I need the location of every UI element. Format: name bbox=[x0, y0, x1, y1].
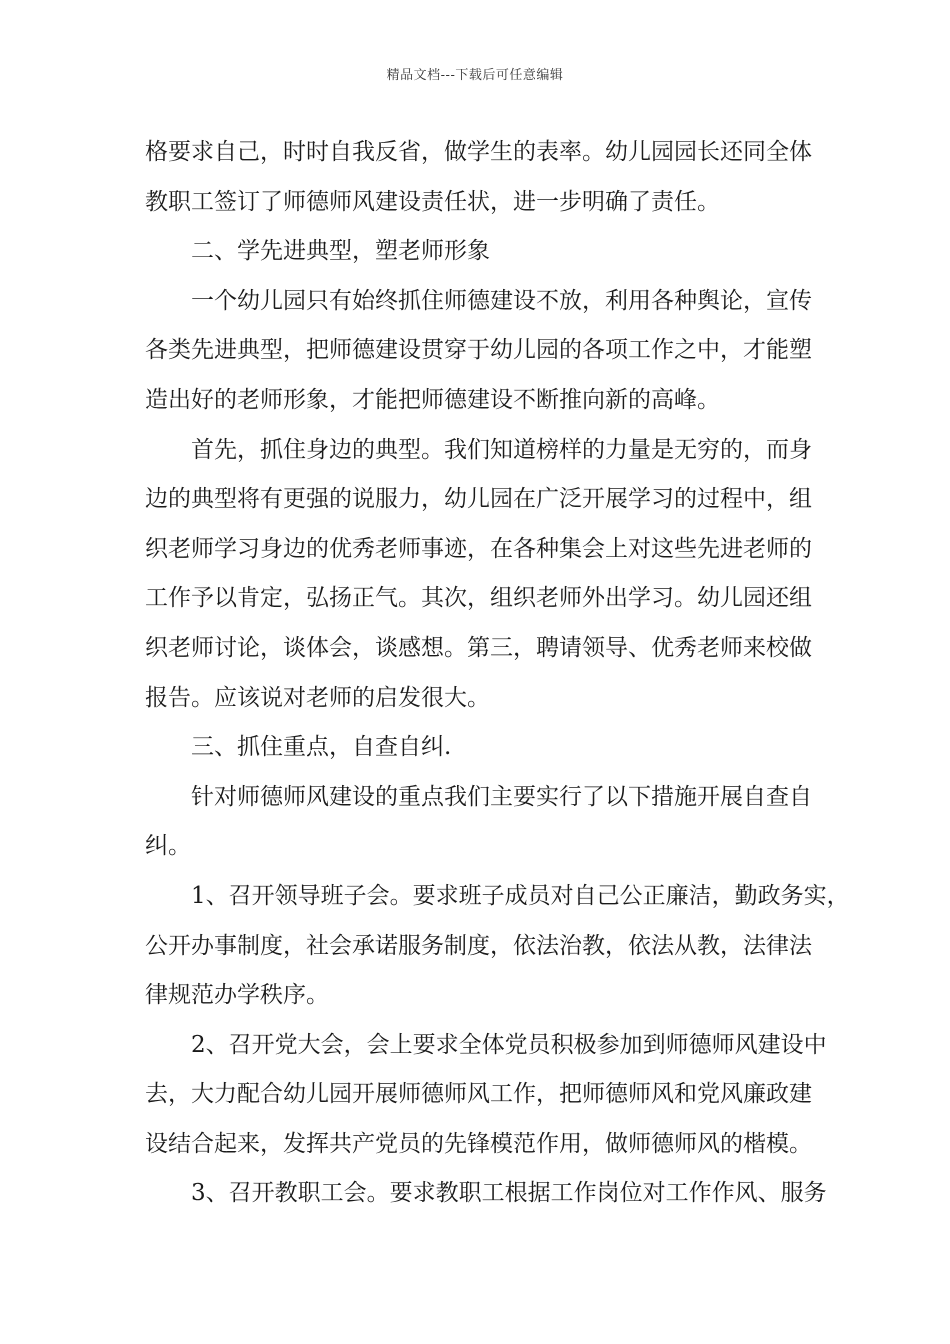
text-line: 教职工签订了师德师风建设责任状，进一步明确了责任。 bbox=[145, 188, 720, 215]
document-body bbox=[145, 128, 850, 1219]
text-line: 报告。应该说对老师的启发很大。 bbox=[145, 684, 490, 711]
text-line: 公开办事制度，社会承诺服务制度，依法治教，依法从教，法律法 bbox=[145, 932, 812, 959]
section-heading: 二、学先进典型，塑老师形象 bbox=[191, 238, 490, 265]
text-line: 织老师学习身边的优秀老师事迹，在各种集会上对这些先进老师的 bbox=[145, 535, 812, 562]
text-line: 针对师德师风建设的重点我们主要实行了以下措施开展自查自 bbox=[191, 783, 812, 810]
text-line: 织老师讨论，谈体会，谈感想。第三，聘请领导、优秀老师来校做 bbox=[145, 634, 812, 661]
text-line: 设结合起来，发挥共产党员的先锋模范作用，做师德师风的楷模。 bbox=[145, 1130, 812, 1157]
list-item: 3、召开教职工会。要求教职工根据工作岗位对工作作风、服务 bbox=[191, 1180, 827, 1207]
list-item: 2、召开党大会，会上要求全体党员积极参加到师德师风建设中 bbox=[191, 1031, 827, 1058]
text-line: 首先，抓住身边的典型。我们知道榜样的力量是无穷的，而身 bbox=[191, 436, 812, 463]
text-line: 去，大力配合幼儿园开展师德师风工作，把师德师风和党风廉政建 bbox=[145, 1081, 812, 1108]
text-line: 格要求自己，时时自我反省，做学生的表率。幼儿园园长还同全体 bbox=[145, 139, 812, 165]
text-line: 纠。 bbox=[145, 833, 191, 860]
text-line: 造出好的老师形象，才能把师德建设不断推向新的高峰。 bbox=[145, 386, 720, 413]
text-line: 一个幼儿园只有始终抓住师德建设不放，利用各种舆论，宣传 bbox=[191, 287, 812, 314]
text-line: 律规范办学秩序。 bbox=[145, 982, 329, 1009]
section-heading: 三、抓住重点，自查自纠. bbox=[191, 734, 452, 761]
text-line: 边的典型将有更强的说服力，幼儿园在广泛开展学习的过程中，组 bbox=[145, 486, 812, 513]
text-line: 各类先进典型，把师德建设贯穿于幼儿园的各项工作之中，才能塑 bbox=[145, 337, 812, 364]
page-header: 精品文档---下载后可任意编辑 bbox=[386, 68, 564, 83]
text-line: 工作予以肯定，弘扬正气。其次，组织老师外出学习。幼儿园还组 bbox=[145, 585, 812, 612]
list-item: 1、召开领导班子会。要求班子成员对自己公正廉洁，勤政务实， bbox=[191, 882, 850, 909]
